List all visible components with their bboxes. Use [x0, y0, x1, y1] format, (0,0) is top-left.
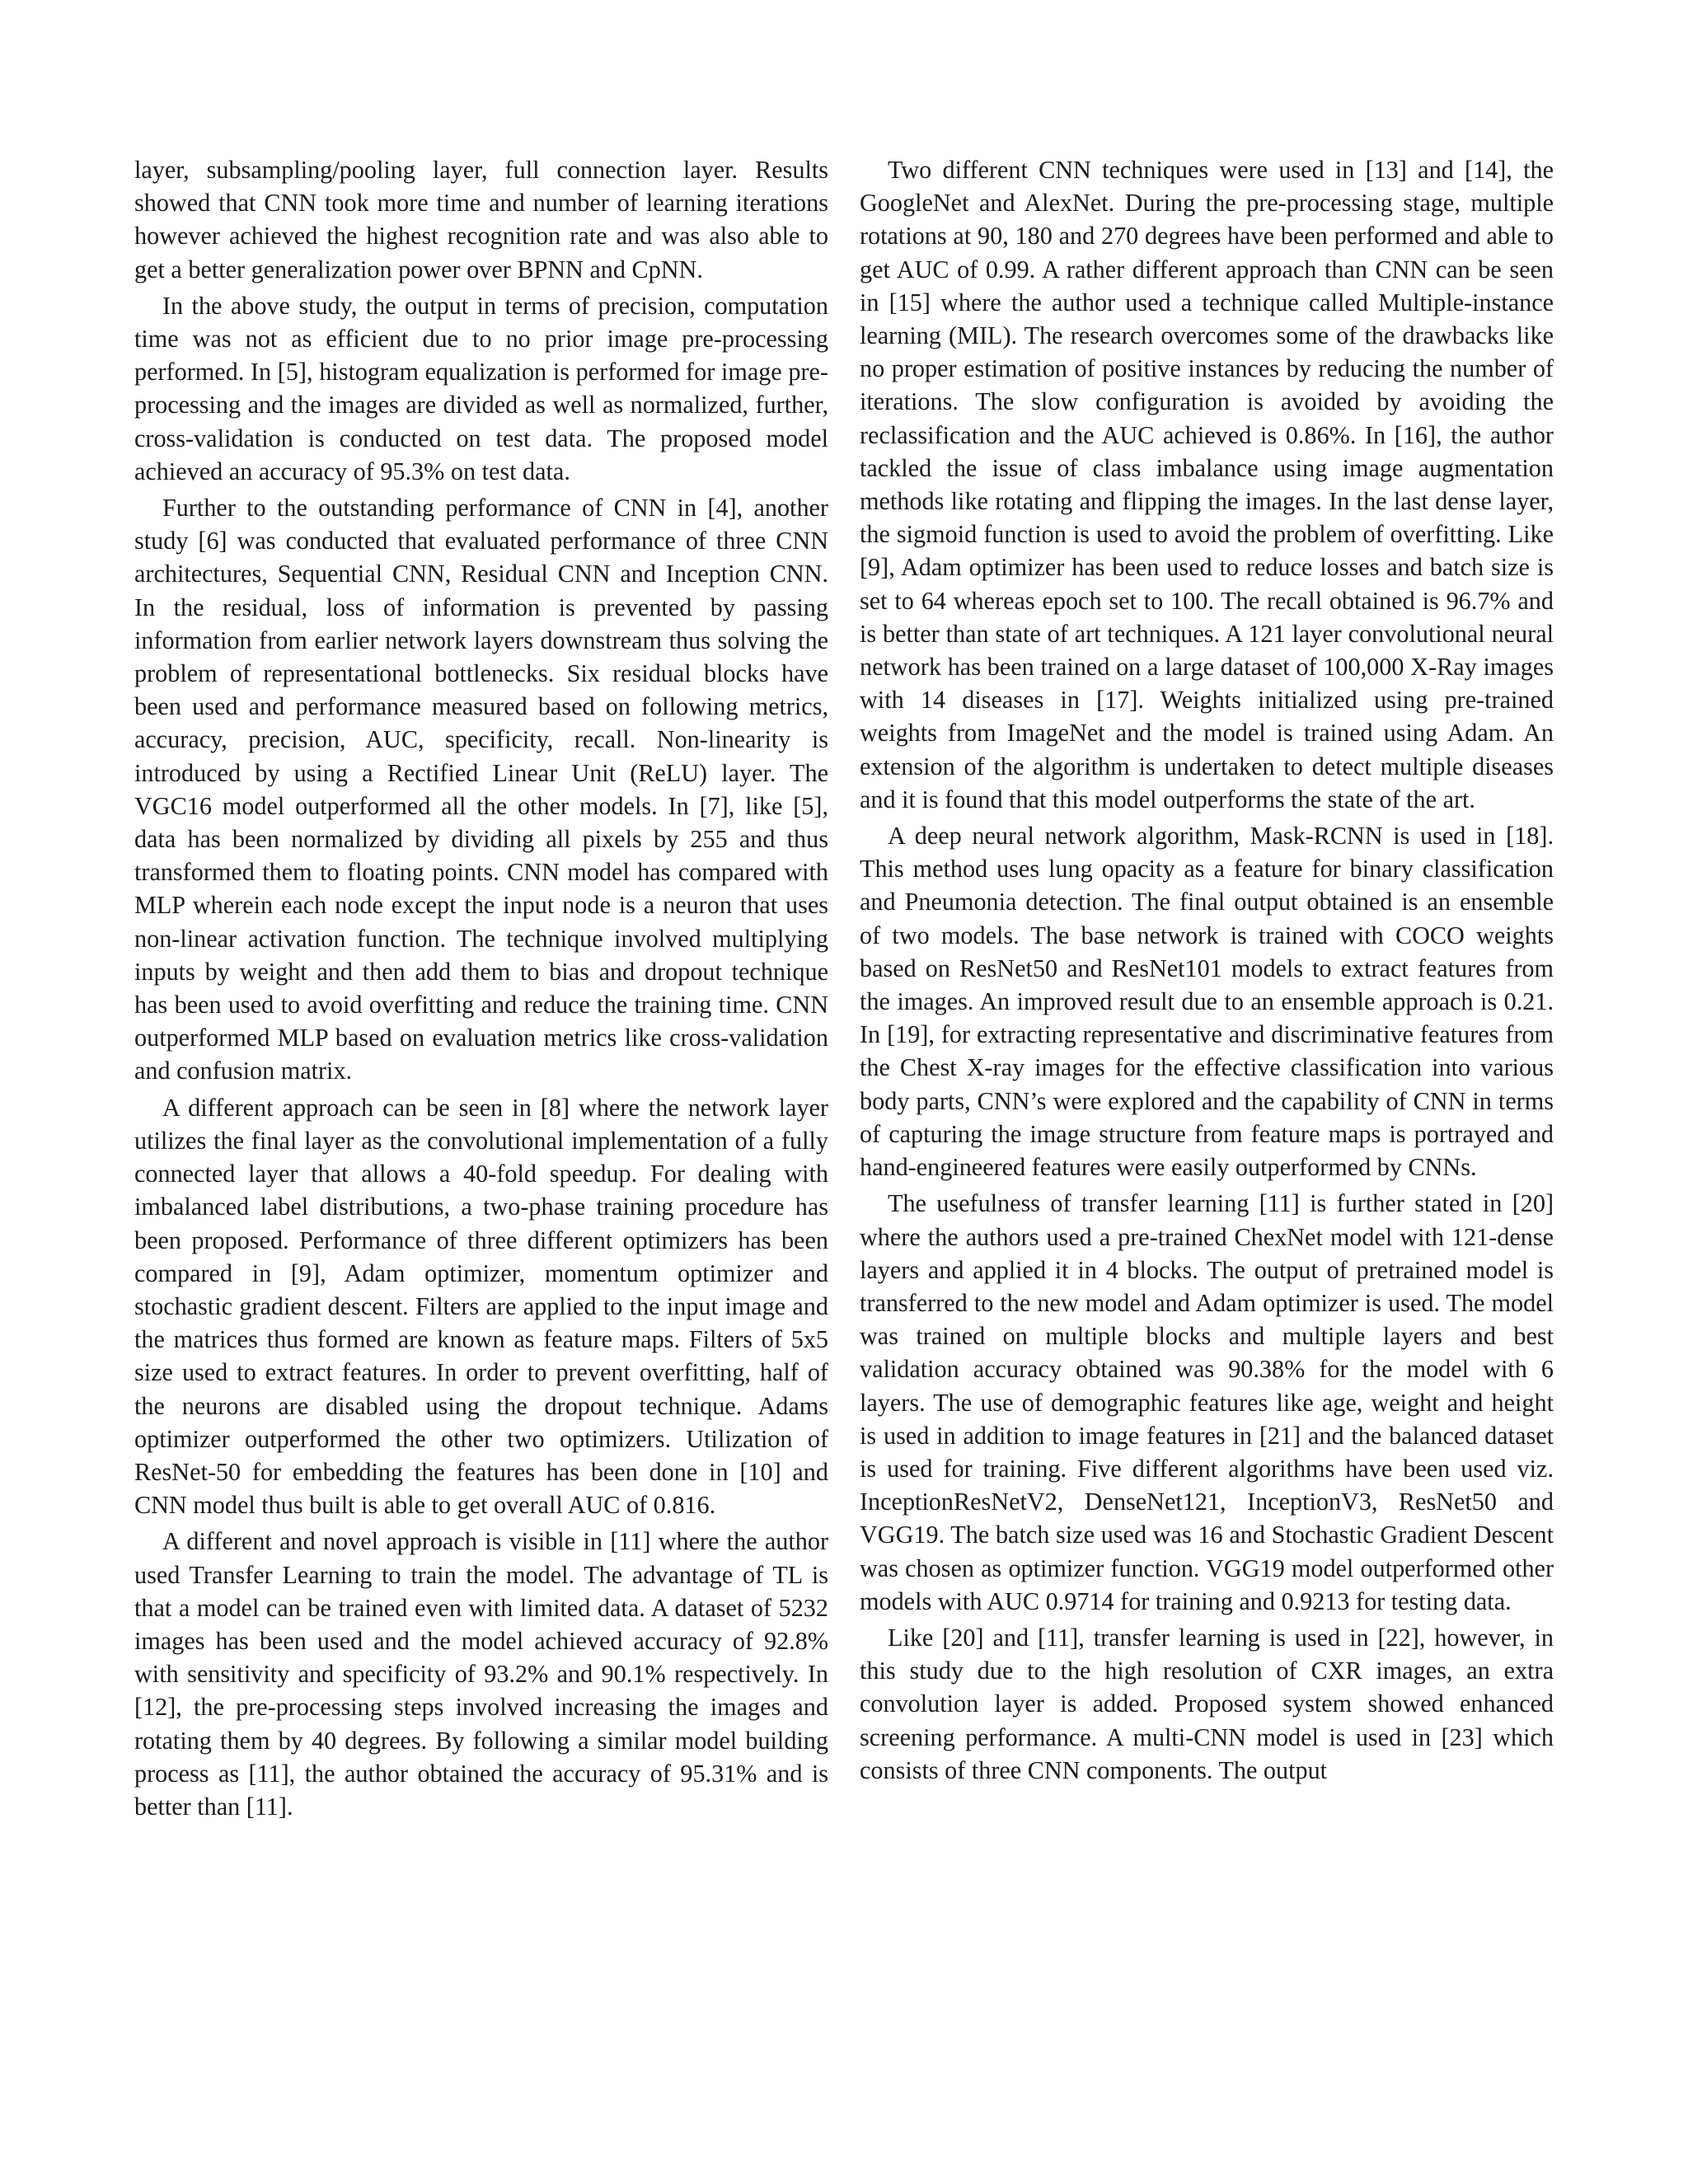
- paragraph: A different and novel approach is visible in [11] where the author used Transfer Learning to train the model. The advantage of TL is that a model can be trained even with limited data. A dataset of 5232 images has been used and the model achieved accuracy of 92.8% with sensitivity and specificity of 93.2% and 90.1% respectively. In [12], the pre-processing steps involved increasing the images and rotating them by 40 degrees. By following a similar model building process as [11], the author obtained the accuracy of 95.31% and is better than [11].: [134, 1527, 828, 1821]
- right-column: [860, 153, 1554, 1787]
- paragraph: Two different CNN techniques were used in [13] and [14], the GoogleNet and AlexNet. During the pre-processing stage, multiple rotations at 90, 180 and 270 degrees have been performed and able to get AUC of 0.99. A rather different approach than CNN can be seen in [15] where the author used a technique called Multiple-instance learning (MIL). The research overcomes some of the drawbacks like no proper estimation of positive instances by reducing the number of iterations. The slow configuration is avoided by avoiding the reclassification and the AUC achieved is 0.86%. In [16], the author tackled the issue of class imbalance using image augmentation methods like rotating and flipping the images. In the last dense layer, the sigmoid function is used to avoid the problem of overfitting. Like [9], Adam optimizer has been used to reduce losses and batch size is set to 64 whereas epoch set to 100. The recall obtained is 96.7% and is better than state of art techniques. A 121 layer convolutional neural network has been trained on a large dataset of 100,000 X-Ray images with 14 diseases in [17]. Weights initialized using pre-trained weights from ImageNet and the model is trained using Adam. An extension of the algorithm is undertaken to detect multiple diseases and it is found that this model outperforms the state of the art.: [860, 156, 1554, 813]
- paragraph: A deep neural network algorithm, Mask-RCNN is used in [18]. This method uses lung opacity as a feature for binary classification and Pneumonia detection. The final output obtained is an ensemble of two models. The base network is trained with COCO weights based on ResNet50 and ResNet101 models to extract features from the images. An improved result due to an ensemble approach is 0.21. In [19], for extracting representative and discriminative features from the Chest X-ray images for the effective classification into various body parts, CNN’s were explored and the capability of CNN in terms of capturing the image structure from feature maps is portrayed and hand-engineered features were easily outperformed by CNNs.: [860, 822, 1554, 1182]
- paragraph: Further to the outstanding performance of CNN in [4], another study [6] was conducted that evaluated performance of three CNN architectures, Sequential CNN, Residual CNN and Inception CNN. In the residual, loss of information is prevented by passing information from earlier network layers downstream thus solving the problem of representational bottlenecks. Six residual blocks have been used and performance measured based on following metrics, accuracy, precision, AUC, specificity, recall. Non-linearity is introduced by using a Rectified Linear Unit (ReLU) layer. The VGC16 model outperformed all the other models. In [7], like [5], data has been normalized by dividing all pixels by 255 and thus transformed them to floating points. CNN model has compared with MLP wherein each node except the input node is a neuron that uses non-linear activation function. The technique involved multiplying inputs by weight and then add them to bias and dropout technique has been used to avoid overfitting and reduce the training time. CNN outperformed MLP based on evaluation metrics like cross-validation and confusion matrix.: [134, 494, 828, 1085]
- paragraph: In the above study, the output in terms of precision, computation time was not as efficient due to no prior image pre-processing performed. In [5], histogram equalization is performed for image pre-processing and the images are divided as well as normalized, further, cross-validation is conducted on test data. The proposed model achieved an accuracy of 95.3% on test data.: [134, 291, 828, 485]
- paragraph: The usefulness of transfer learning [11] is further stated in [20] where the authors used a pre-trained ChexNet model with 121-dense layers and applied it in 4 blocks. The output of pretrained model is transferred to the new model and Adam optimizer is used. The model was trained on multiple blocks and multiple layers and best validation accuracy obtained was 90.38% for the model with 6 layers. The use of demographic features like age, weight and height is used in addition to image features in [21] and the balanced dataset is used for training. Five different algorithms have been used viz. InceptionResNetV2, DenseNet121, InceptionV3, ResNet50 and VGG19. The batch size used was 16 and Stochastic Gradient Descent was chosen as optimizer function. VGG19 model outperformed other models with AUC 0.9714 for training and 0.9213 for testing data.: [860, 1189, 1554, 1615]
- paragraph: Like [20] and [11], transfer learning is used in [22], however, in this study due to the high resolution of CXR images, an extra convolution layer is added. Proposed system showed enhanced screening performance. A multi-CNN model is used in [23] which consists of three CNN components. The output: [860, 1623, 1554, 1784]
- left-column: [134, 153, 828, 1823]
- paragraph: layer, subsampling/pooling layer, full connection layer. Results showed that CNN took more time and number of learning iterations however achieved the highest recognition rate and was also able to get a better generalization power over BPNN and CpNN.: [134, 156, 828, 284]
- paragraph: A different approach can be seen in [8] where the network layer utilizes the final layer as the convolutional implementation of a fully connected layer that allows a 40-fold speedup. For dealing with imbalanced label distributions, a two-phase training procedure has been proposed. Performance of three different optimizers has been compared in [9], Adam optimizer, momentum optimizer and stochastic gradient descent. Filters are applied to the input image and the matrices thus formed are known as feature maps. Filters of 5x5 size used to extract features. In order to prevent overfitting, half of the neurons are disabled using the dropout technique. Adams optimizer outperformed the other two optimizers. Utilization of ResNet-50 for embedding the features has been done in [10] and CNN model thus built is able to get overall AUC of 0.816.: [134, 1093, 828, 1520]
